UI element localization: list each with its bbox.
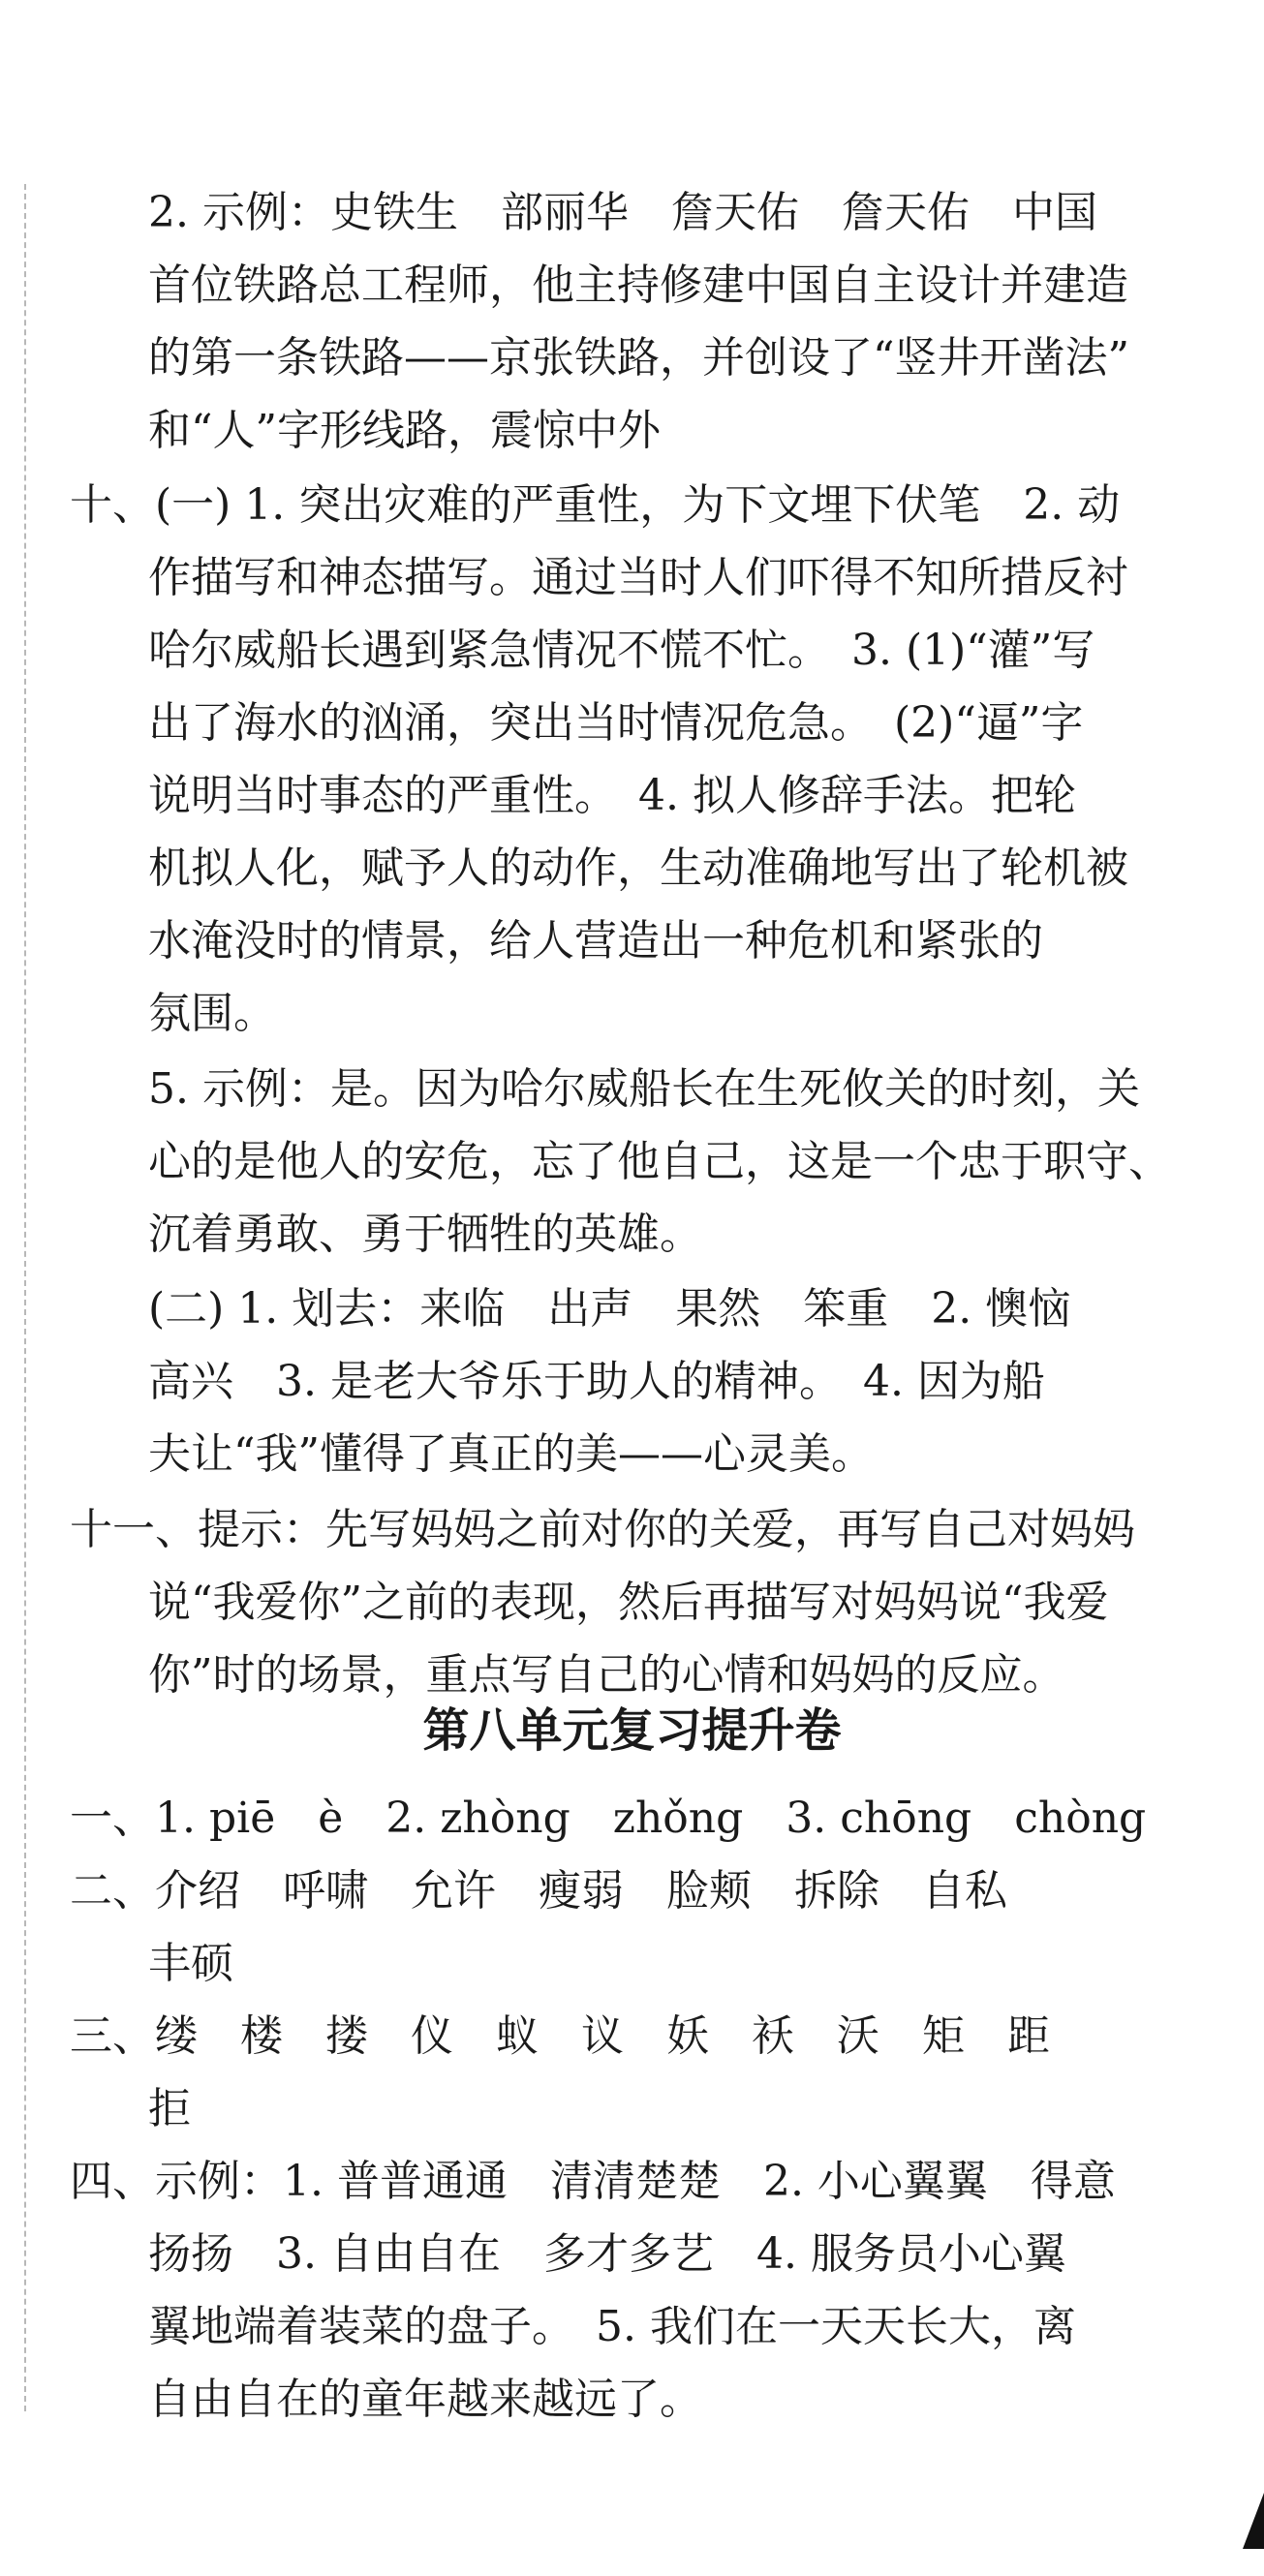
text-line: 说明当时事态的严重性。 4. 拟人修辞手法。把轮 bbox=[148, 771, 1076, 820]
page-corner-mark bbox=[1243, 2493, 1264, 2549]
text-line: (二) 1. 划去：来临 出声 果然 笨重 2. 懊恼 bbox=[148, 1284, 1071, 1334]
text-line: 四、示例：1. 普普通通 清清楚楚 2. 小心翼翼 得意 bbox=[70, 2157, 1116, 2206]
text-line: 扬扬 3. 自由自在 多才多艺 4. 服务员小心翼 bbox=[148, 2229, 1066, 2279]
text-line: 机拟人化，赋予人的动作，生动准确地写出了轮机被 bbox=[148, 843, 1128, 893]
text-line: 氛围。 bbox=[148, 989, 276, 1038]
text-line: 2. 示例：史铁生 部丽华 詹天佑 詹天佑 中国 bbox=[148, 188, 1097, 237]
text-line: 自由自在的童年越来越远了。 bbox=[148, 2375, 702, 2424]
text-line: 十、(一) 1. 突出灾难的严重性，为下文埋下伏笔 2. 动 bbox=[70, 480, 1121, 530]
text-line: 的第一条铁路——京张铁路，并创设了“竖井开凿法” bbox=[148, 333, 1129, 383]
text-line: 说“我爱你”之前的表现，然后再描写对妈妈说“我爱 bbox=[148, 1578, 1109, 1627]
text-line: 沉着勇敢、勇于牺牲的英雄。 bbox=[148, 1210, 702, 1259]
text-line: 一、1. piē è 2. zhòng zhǒng 3. chōng chòng bbox=[70, 1794, 1147, 1843]
text-line: 水淹没时的情景，给人营造出一种危机和紧张的 bbox=[148, 916, 1043, 966]
text-line: 十一、提示：先写妈妈之前对你的关爱，再写自己对妈妈 bbox=[70, 1505, 1135, 1554]
text-line: 心的是他人的安危，忘了他自己，这是一个忠于职守、 bbox=[148, 1137, 1171, 1186]
text-line: 5. 示例：是。因为哈尔威船长在生死攸关的时刻，关 bbox=[148, 1064, 1140, 1114]
text-line: 翼地端着装菜的盘子。 5. 我们在一天天长大，离 bbox=[148, 2302, 1076, 2351]
text-line: 哈尔威船长遇到紧急情况不慌不忙。 3. (1)“灌”写 bbox=[148, 626, 1095, 675]
text-line: 丰硕 bbox=[148, 1939, 233, 1988]
text-line: 出了海水的汹涌，突出当时情况危急。 (2)“逼”字 bbox=[148, 698, 1084, 748]
text-line: 拒 bbox=[148, 2084, 191, 2133]
text-line: 作描写和神态描写。通过当时人们吓得不知所措反衬 bbox=[148, 553, 1128, 602]
section-heading: 第八单元复习提升卷 bbox=[422, 1703, 842, 1758]
text-line: 三、缕 楼 搂 仪 蚁 议 妖 袄 沃 矩 距 bbox=[70, 2011, 1050, 2061]
text-line: 你”时的场景，重点写自己的心情和妈妈的反应。 bbox=[148, 1650, 1065, 1700]
margin-dashed-rule bbox=[24, 184, 26, 2411]
text-line: 高兴 3. 是老大爷乐于助人的精神。 4. 因为船 bbox=[148, 1357, 1045, 1406]
text-line: 和“人”字形线路，震惊中外 bbox=[148, 406, 661, 455]
text-line: 二、介绍 呼啸 允许 瘦弱 脸颊 拆除 自私 bbox=[70, 1866, 1007, 1916]
text-line: 首位铁路总工程师，他主持修建中国自主设计并建造 bbox=[148, 261, 1128, 310]
text-line: 夫让“我”懂得了真正的美——心灵美。 bbox=[148, 1429, 874, 1479]
